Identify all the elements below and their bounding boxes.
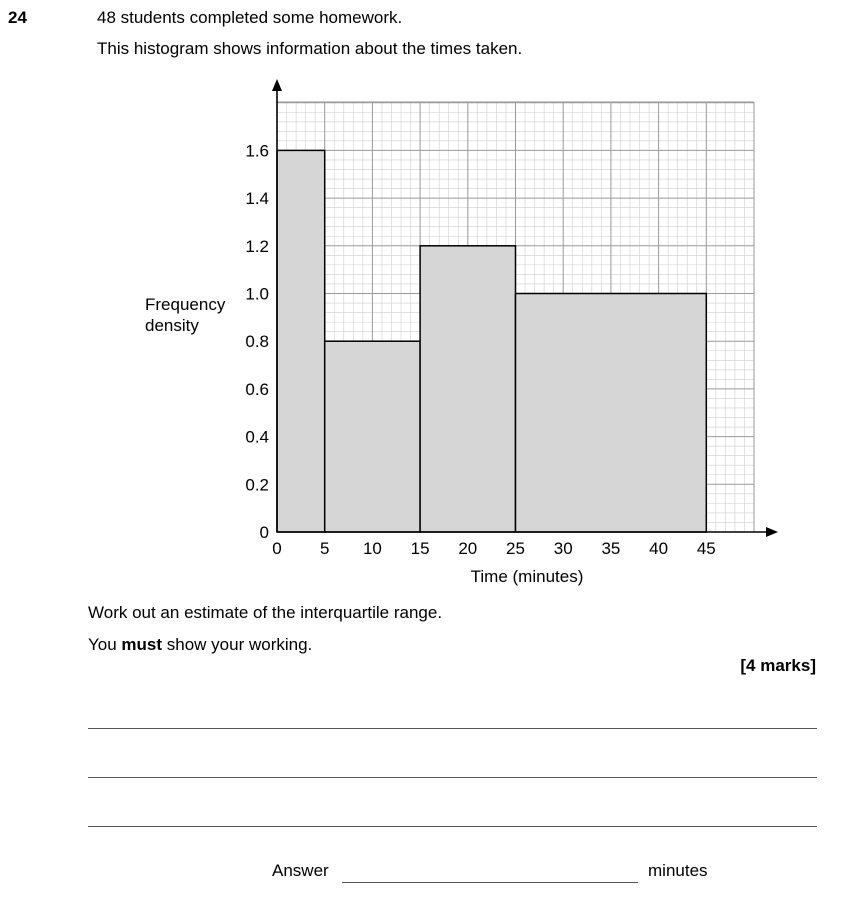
y-tick-label: 1.6: [245, 141, 269, 161]
x-tick-label: 10: [362, 539, 382, 558]
instruction-text: Work out an estimate of the interquartile range.: [88, 603, 443, 622]
x-tick-label: 40: [649, 539, 669, 558]
histogram-bar-1: [277, 150, 325, 532]
x-tick-label: 35: [601, 539, 621, 558]
x-axis-arrow-icon: [766, 527, 778, 537]
y-tick-label: 0.6: [245, 379, 269, 399]
working-prefix: You: [88, 635, 122, 654]
histogram-bar-3: [420, 246, 515, 532]
histogram-bar-4: [516, 294, 707, 533]
marks-label: [4 marks]: [740, 656, 816, 675]
x-tick-label: 20: [458, 539, 478, 558]
working-line-1[interactable]: [88, 728, 817, 729]
working-instruction: [88, 635, 312, 655]
y-axis-label-line1: Frequency: [145, 295, 226, 314]
y-axis-arrow-icon: [272, 79, 282, 91]
y-tick-label: 0.8: [245, 332, 269, 352]
question-stem-line2: This histogram shows information about the times taken.: [97, 39, 523, 58]
y-axis-label-line2: density: [145, 316, 199, 335]
answer-label: Answer: [272, 861, 329, 880]
x-tick-label: 45: [696, 539, 716, 558]
y-tick-label: 0.2: [245, 475, 269, 495]
question-stem-line1: 48 students completed some homework.: [97, 8, 403, 27]
answer-input-line[interactable]: [342, 882, 638, 883]
working-line-3[interactable]: [88, 826, 817, 827]
y-tick-label: 1.0: [245, 284, 269, 304]
histogram-bar-2: [325, 341, 420, 532]
y-tick-label: 1.4: [245, 189, 269, 209]
working-suffix: show your working.: [162, 635, 313, 654]
x-tick-label: 25: [506, 539, 525, 558]
question-number: 24: [8, 8, 27, 27]
y-tick-label: 0.4: [245, 427, 269, 447]
x-tick-label: 0: [272, 539, 282, 558]
answer-unit: minutes: [648, 861, 708, 880]
x-tick-label: 30: [553, 539, 573, 558]
y-tick-label: 0: [259, 523, 269, 542]
y-tick-label: 1.2: [245, 236, 269, 256]
working-emphasis: must: [121, 635, 163, 654]
x-tick-label: 5: [319, 539, 330, 558]
x-tick-label: 15: [410, 539, 430, 558]
x-axis-label: Time (minutes): [470, 567, 584, 586]
working-line-2[interactable]: [88, 777, 817, 778]
